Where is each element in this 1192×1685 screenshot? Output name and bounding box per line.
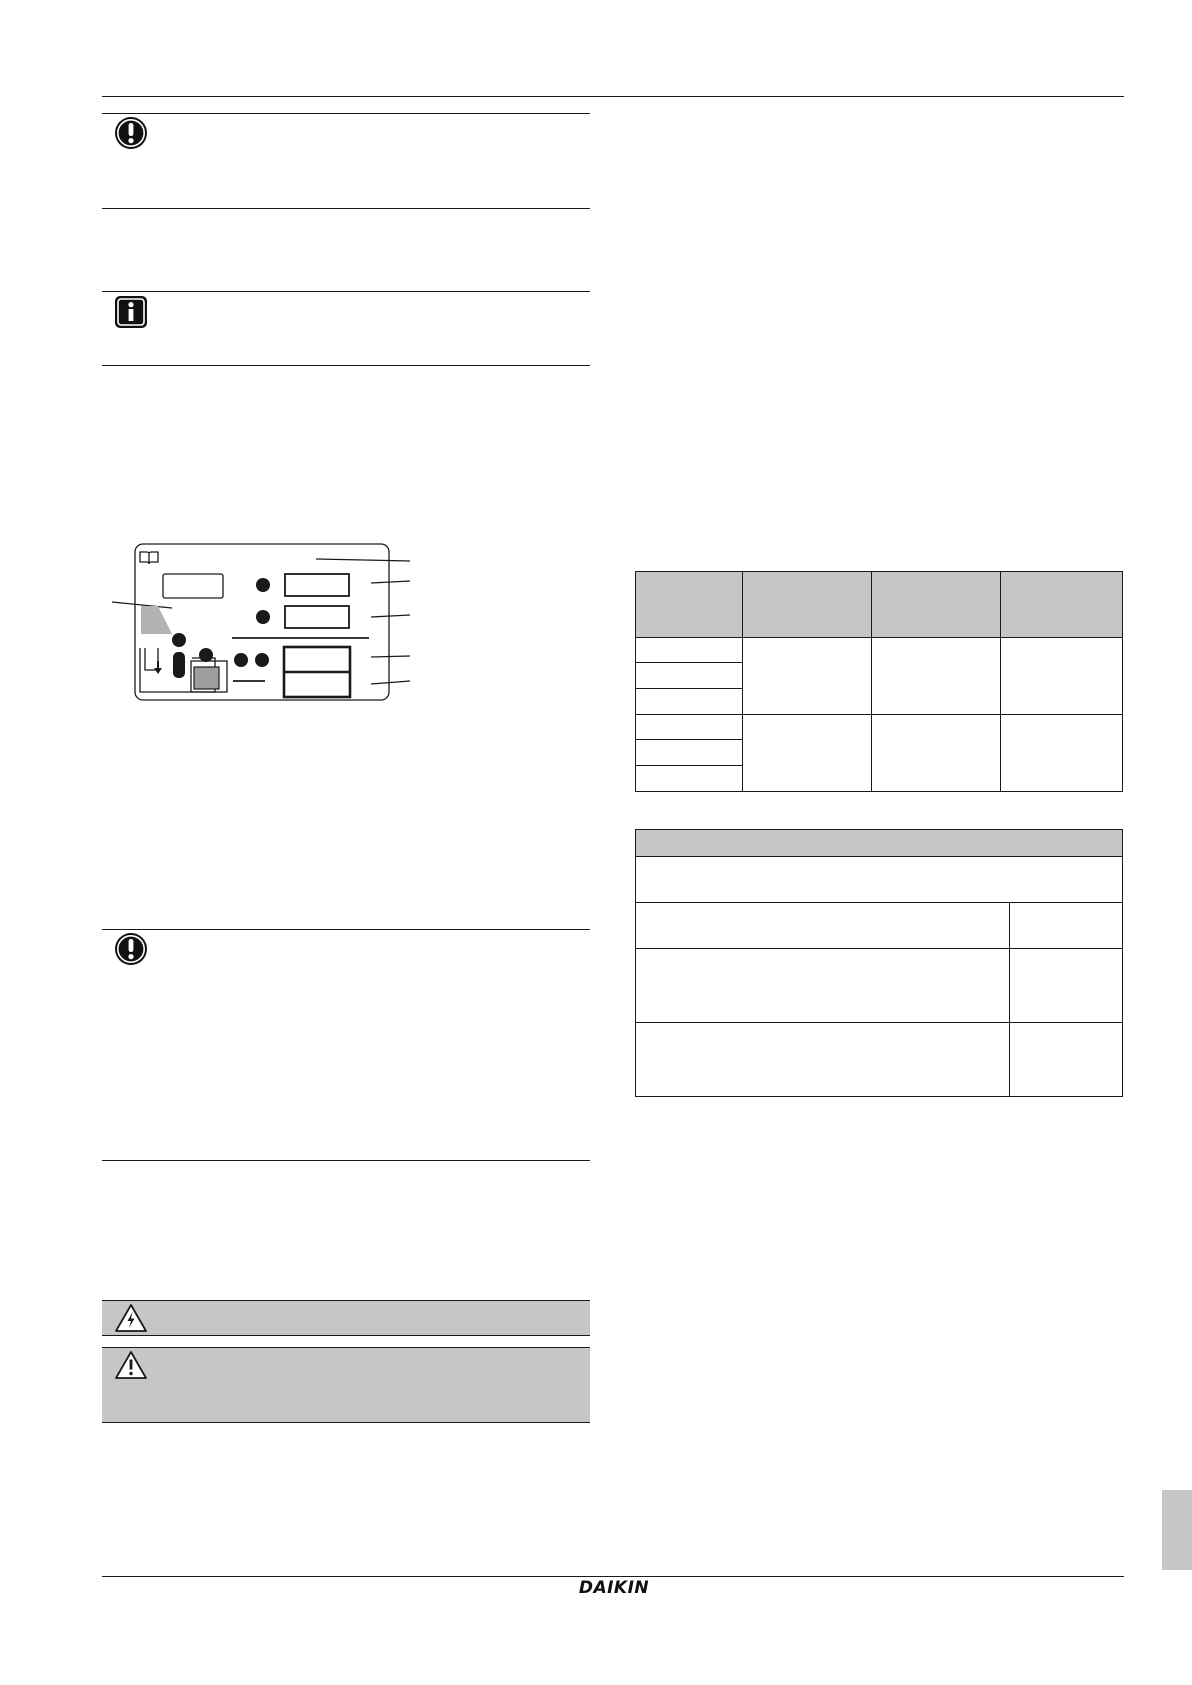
caution-block bbox=[102, 1347, 590, 1423]
callout-line-b bbox=[371, 581, 410, 583]
header-rule bbox=[102, 96, 1124, 97]
exclamation-circle-icon bbox=[114, 932, 148, 966]
callout-line-c bbox=[371, 615, 410, 617]
label-small-box bbox=[163, 574, 223, 598]
table-cell bbox=[636, 663, 743, 689]
table-cell bbox=[1010, 1023, 1123, 1097]
table-header-cell bbox=[636, 572, 743, 638]
label-field-1 bbox=[285, 574, 349, 596]
table-cell bbox=[1010, 903, 1123, 949]
chapter-tab bbox=[1162, 1490, 1192, 1570]
info-table bbox=[635, 829, 1123, 1097]
label-dot-6 bbox=[255, 653, 269, 667]
label-dot-3 bbox=[172, 633, 186, 647]
table-cell bbox=[636, 689, 743, 715]
manual-book-icon bbox=[140, 552, 158, 564]
table-cell bbox=[636, 715, 743, 740]
info-square-icon bbox=[114, 295, 148, 329]
table-cell bbox=[636, 638, 743, 663]
label-arrow-down bbox=[154, 661, 162, 674]
brand-logo: DAIKIN bbox=[578, 1578, 650, 1598]
label-grey-square bbox=[194, 667, 219, 689]
table-header-cell bbox=[743, 572, 872, 638]
table-cell bbox=[872, 715, 1001, 792]
info-bottom-rule bbox=[102, 365, 590, 366]
table-header-cell bbox=[872, 572, 1001, 638]
table-cell bbox=[636, 857, 1123, 903]
warning-triangle-icon bbox=[114, 1350, 148, 1380]
callout-line-e bbox=[371, 681, 410, 684]
table-cell bbox=[636, 766, 743, 792]
refrigerant-table bbox=[635, 571, 1123, 792]
notice-2-top-rule bbox=[102, 929, 590, 930]
callout-line-d bbox=[371, 656, 410, 657]
footer-rule bbox=[102, 1576, 1124, 1577]
notice-1-bottom-rule bbox=[102, 208, 590, 209]
table-cell bbox=[1001, 715, 1123, 792]
table-header-cell bbox=[1001, 572, 1123, 638]
notice-1-top-rule bbox=[102, 113, 590, 114]
label-dot-5 bbox=[234, 653, 248, 667]
label-dot-1 bbox=[256, 578, 270, 592]
info-top-rule bbox=[102, 291, 590, 292]
label-field-2 bbox=[285, 606, 349, 628]
table-cell bbox=[872, 638, 1001, 715]
label-dot-4 bbox=[199, 648, 213, 662]
table-cell bbox=[636, 949, 1010, 1023]
lightning-triangle-icon bbox=[114, 1303, 148, 1333]
callout-line-a bbox=[316, 559, 410, 561]
table-cell bbox=[636, 740, 743, 766]
table-cell bbox=[1001, 638, 1123, 715]
label-dot-2 bbox=[256, 610, 270, 624]
table-cell bbox=[636, 1023, 1010, 1097]
exclamation-circle-icon bbox=[114, 116, 148, 150]
table-cell bbox=[636, 903, 1010, 949]
notice-2-bottom-rule bbox=[102, 1160, 590, 1161]
table-header-cell bbox=[636, 830, 1123, 857]
cylinder-icon bbox=[173, 652, 185, 678]
refrigerant-label-diagram bbox=[100, 540, 420, 705]
label-grey-triangle bbox=[141, 606, 172, 634]
table-cell bbox=[743, 638, 872, 715]
table-cell bbox=[1010, 949, 1123, 1023]
danger-electrocution-bar bbox=[102, 1300, 590, 1336]
table-cell bbox=[743, 715, 872, 792]
